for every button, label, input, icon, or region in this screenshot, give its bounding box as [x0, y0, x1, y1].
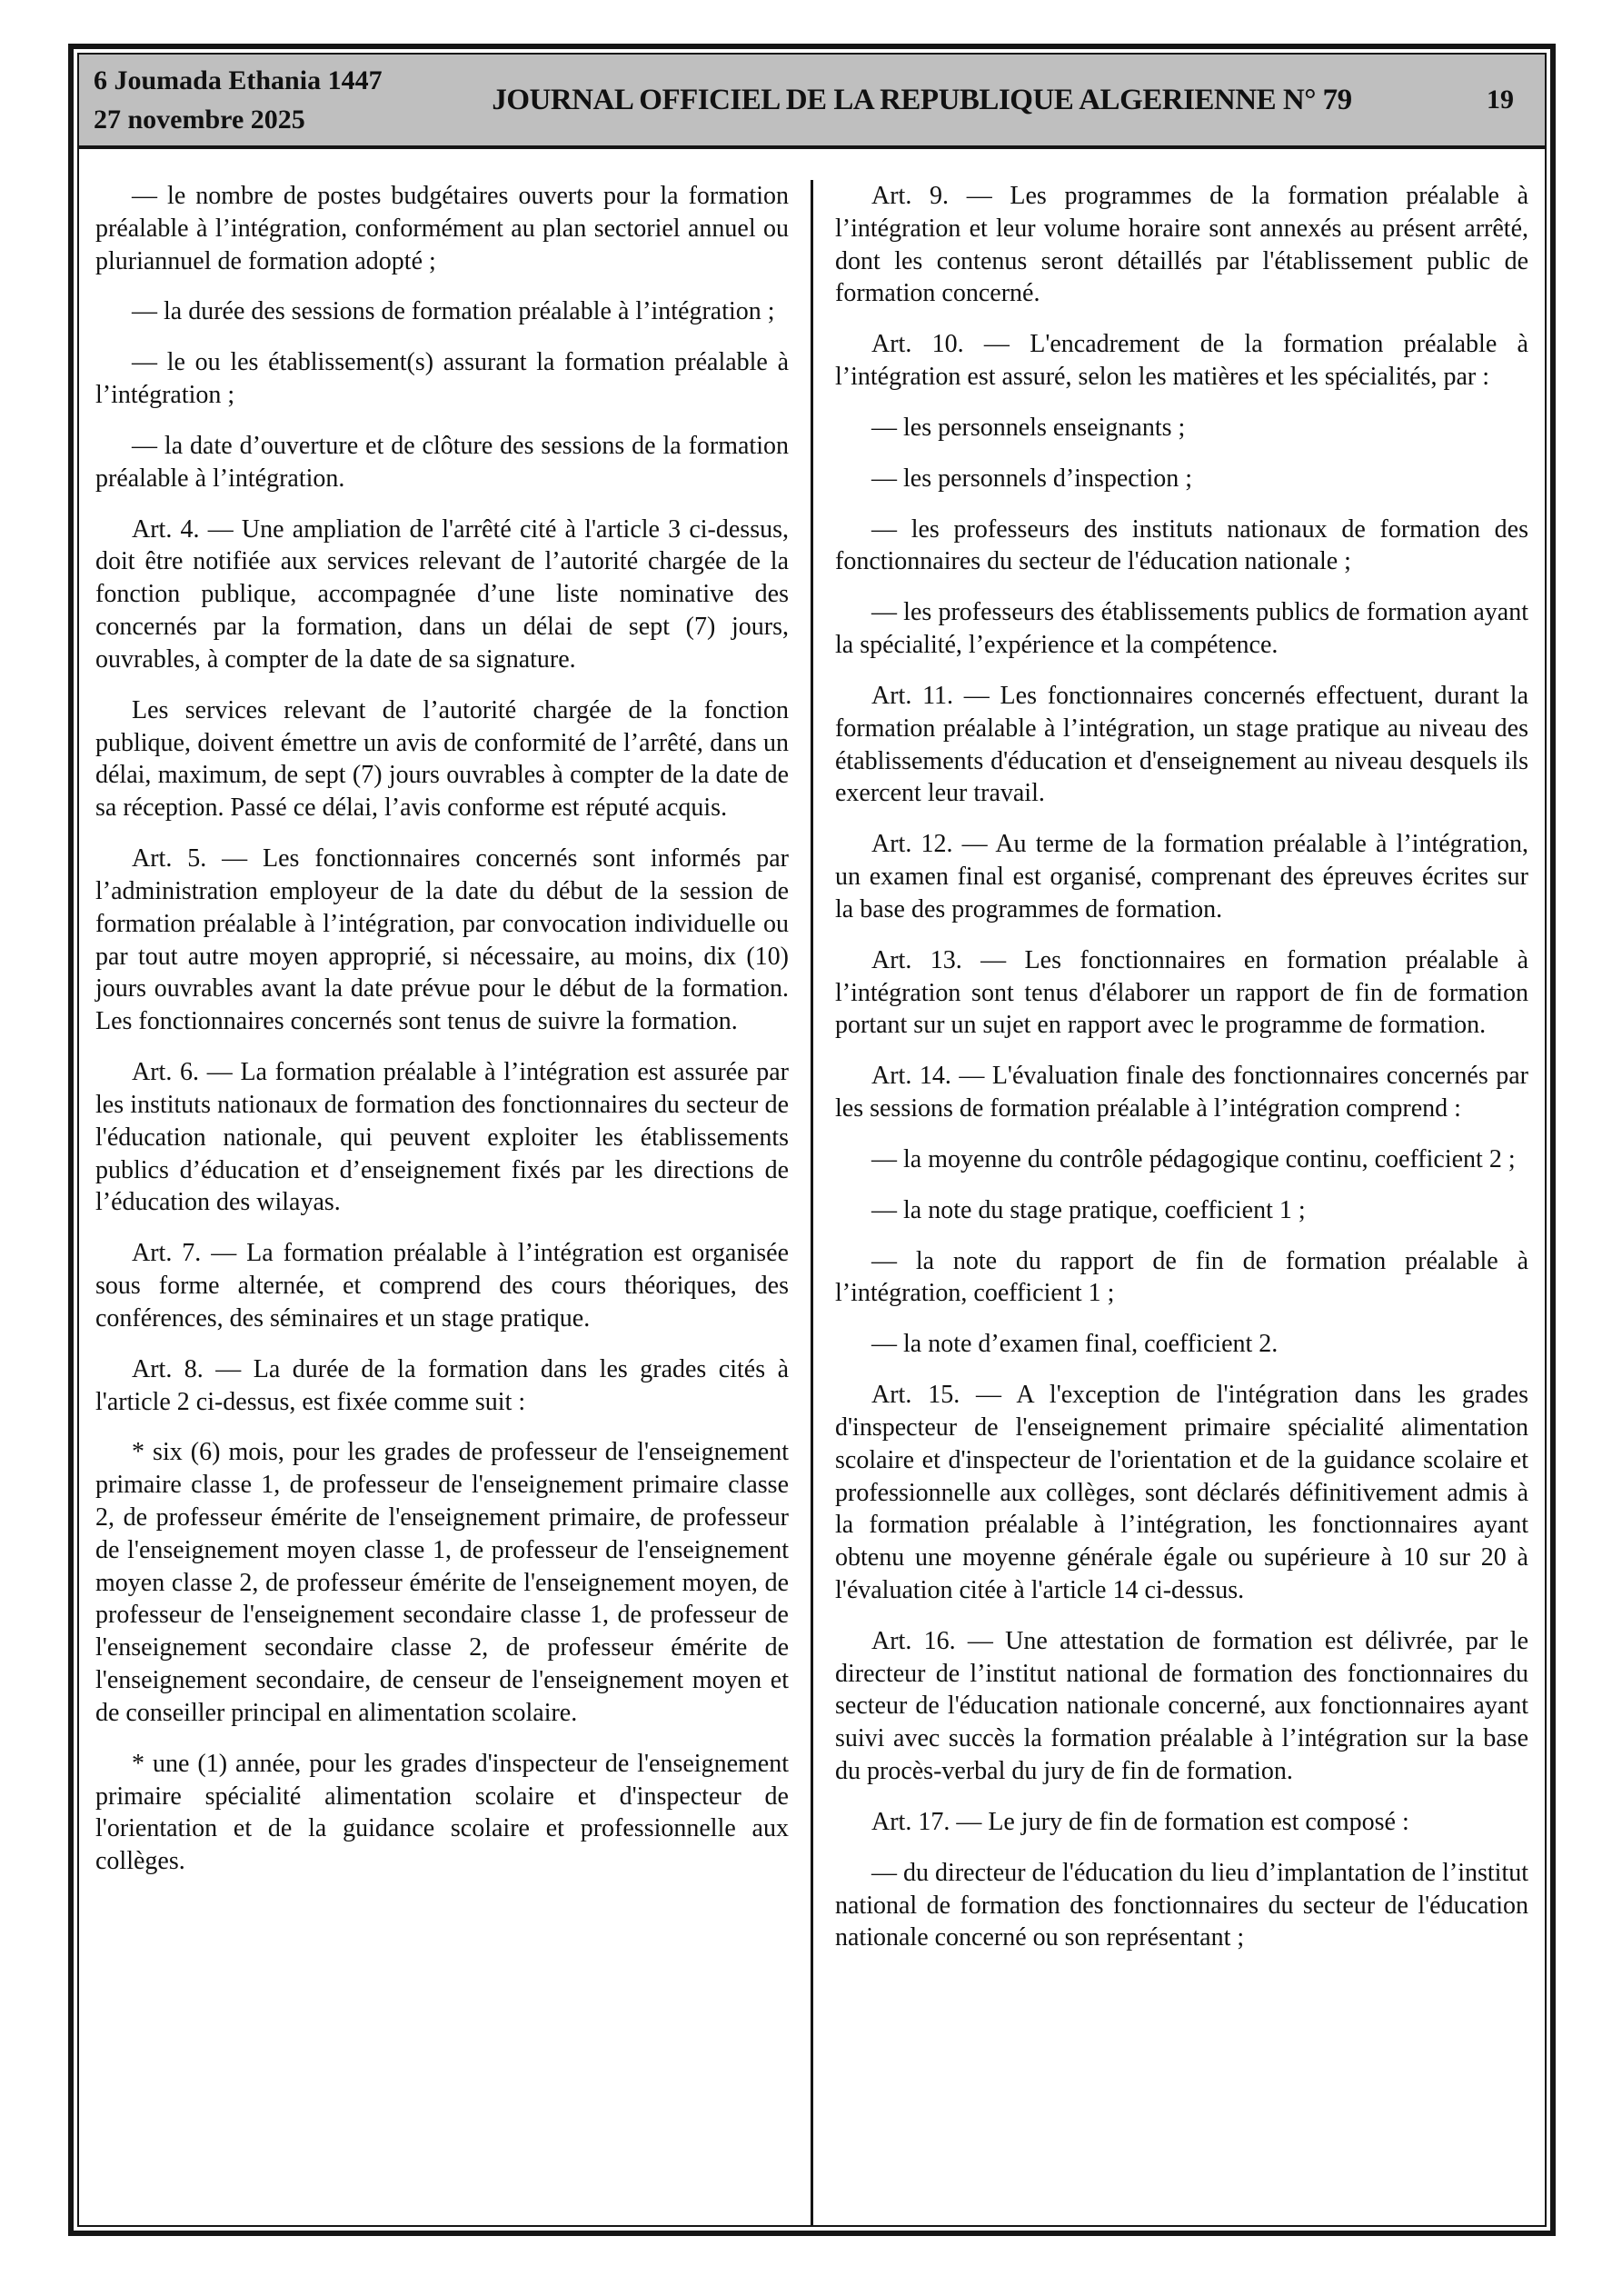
article-16: Art. 16. — Une attestation de formation est délivrée, par le directeur de l’institut national de formation des fonctionnaires du secteur de l'éducation nationale concerné, aux fonctionnaires ayant suivi avec succès la formation préalable à l’intégration sur la base du procès-verbal du jury de fin de formation.: [835, 1626, 1528, 1786]
intro-bullet-session-duration: — la durée des sessions de formation préalable à l’intégration ;: [132, 297, 775, 326]
left-column: [79, 180, 813, 2225]
page-number: 19: [1487, 85, 1514, 115]
article-17: Art. 17. — Le jury de fin de formation est composé :: [871, 1807, 1409, 1836]
article-14-bullet-practical-internship: — la note du stage pratique, coefficient 1 ;: [871, 1195, 1306, 1224]
article-10-bullet-teachers: — les personnels enseignants ;: [871, 413, 1186, 442]
page-inner-frame: [77, 53, 1547, 2227]
journal-title: JOURNAL OFFICIEL DE LA REPUBLIQUE ALGERIENNE N° 79: [492, 83, 1352, 116]
article-14-bullet-final-report: — la note du rapport de fin de formation préalable à l’intégration, coefficient 1 ;: [835, 1246, 1528, 1308]
article-11: Art. 11. — Les fonctionnaires concernés effectuent, durant la formation préalable à l’intégration, un stage pratique au niveau des établissements d'éducation et d'enseignement au niveau desquels ils exercent leur travail.: [835, 681, 1528, 808]
article-17-bullet-education-director: — du directeur de l'éducation du lieu d’implantation de l’institut national de formation des fonctionnaires du secteur de l'éducation nationale concerné ou son représentant ;: [835, 1858, 1528, 1952]
article-10-bullet-institute-professors: — les professeurs des instituts nationaux de formation des fonctionnaires du secteur de l'éducation nationale ;: [835, 514, 1528, 576]
page-header: [79, 55, 1545, 149]
article-7: Art. 7. — La formation préalable à l’intégration est organisée sous forme alternée, et comprend des cours théoriques, des conférences, des séminaires et un stage pratique.: [95, 1239, 789, 1333]
article-8-item-one-year: * une (1) année, pour les grades d'inspecteur de l'enseignement primaire spécialité alimentation scolaire et d'inspecteur de l'orientation et de la guidance scolaire et professionnelle aux collèges.: [95, 1749, 789, 1876]
hijri-date: 6 Joumada Ethania 1447: [94, 65, 383, 95]
article-14-bullet-continuous-assessment: — la moyenne du contrôle pédagogique continu, coefficient 2 ;: [871, 1144, 1516, 1173]
article-5: Art. 5. — Les fonctionnaires concernés sont informés par l’administration employeur de la date du début de la session de formation préalable à l’intégration, par convocation individuelle ou par tout autre moyen approprié, si nécessaire, au moins, dix (10) jours ouvrables avant la date prévue pour le début de la formation. Les fonctionnaires concernés sont tenus de suivre la formation.: [95, 844, 789, 1036]
date-block: [79, 61, 421, 140]
article-13: Art. 13. — Les fonctionnaires en formation préalable à l’intégration sont tenus d'élaborer un rapport de fin de formation portant sur un sujet en rapport avec le programme de formation.: [835, 945, 1528, 1040]
intro-bullet-establishments: — le ou les établissement(s) assurant la formation préalable à l’intégration ;: [95, 348, 789, 410]
article-9: Art. 9. — Les programmes de la formation préalable à l’intégration et leur volume horaire sont annexés au présent arrêté, dont les contenus seront détaillés par l'établissement public de formation concerné.: [835, 182, 1528, 308]
article-8: Art. 8. — La durée de la formation dans les grades cités à l'article 2 ci-dessus, est fixée comme suit :: [95, 1354, 789, 1416]
article-8-item-six-months: * six (6) mois, pour les grades de professeur de l'enseignement primaire classe 1, de professeur de l'enseignement primaire classe 2, de professeur émérite de l'enseignement primaire, de professeur de l'enseignement moyen classe 1, de professeur de l'enseignement moyen classe 2, de professeur émérite de l'enseignement moyen, de professeur de l'enseignement secondaire classe 1, de professeur de l'enseignement secondaire classe 2, de professeur émérite de l'enseignement secondaire, de censeur de l'enseignement moyen et de conseiller principal en alimentation scolaire.: [95, 1438, 789, 1727]
article-4: Art. 4. — Une ampliation de l'arrêté cité à l'article 3 ci-dessus, doit être notifiée aux services relevant de l’autorité chargée de la fonction publique, accompagnée d’une liste nominative des concernés par la formation, dans un délai de sept (7) jours, ouvrables, à compter de la date de sa signature.: [95, 514, 789, 674]
right-column: [813, 180, 1545, 2225]
article-6: Art. 6. — La formation préalable à l’intégration est assurée par les instituts nationaux de formation des fonctionnaires du secteur de l'éducation nationale, qui peuvent exploiter les établissements publics d’éducation et d’enseignement fixés par les directions de l’éducation des wilayas.: [95, 1058, 789, 1217]
article-14-bullet-final-exam: — la note d’examen final, coefficient 2.: [871, 1330, 1279, 1359]
article-14: Art. 14. — L'évaluation finale des fonctionnaires concernés par les sessions de formation préalable à l’intégration comprend :: [835, 1062, 1528, 1123]
article-10-bullet-public-establishment-professors: — les professeurs des établissements publics de formation ayant la spécialité, l’expérience et la compétence.: [835, 598, 1528, 660]
article-10: Art. 10. — L'encadrement de la formation préalable à l’intégration est assuré, selon les matières et les spécialités, par :: [835, 330, 1528, 392]
intro-bullet-session-dates: — la date d’ouverture et de clôture des sessions de la formation préalable à l’intégration.: [95, 431, 789, 493]
article-12: Art. 12. — Au terme de la formation préalable à l’intégration, un examen final est organisé, comprenant des épreuves écrites sur la base des programmes de formation.: [835, 830, 1528, 923]
gregorian-date: 27 novembre 2025: [94, 105, 305, 135]
journal-page: [68, 44, 1556, 2236]
intro-bullet-budget-posts: — le nombre de postes budgétaires ouverts pour la formation préalable à l’intégration, conformément au plan sectoriel annuel ou pluriannuel de formation adopté ;: [95, 182, 789, 275]
article-10-bullet-inspectors: — les personnels d’inspection ;: [871, 464, 1193, 493]
article-4-paragraph-2: Les services relevant de l’autorité chargée de la fonction publique, doivent émettre un avis de conformité de l’arrêté, dans un délai, maximum, de sept (7) jours ouvrables à compter de la date de sa réception. Passé ce délai, l’avis conforme est réputé acquis.: [95, 695, 789, 823]
article-15: Art. 15. — A l'exception de l'intégration dans les grades d'inspecteur de l'enseignement primaire spécialité alimentation scolaire et d'inspecteur de l'orientation et de la guidance scolaire et professionnelle aux collèges, sont déclarés définitivement admis à la formation préalable à l’intégration, les fonctionnaires ayant obtenu une moyenne générale égale ou supérieure à 10 sur 20 à l'évaluation citée à l'article 14 ci-dessus.: [835, 1381, 1528, 1604]
page-content: [79, 149, 1545, 2225]
